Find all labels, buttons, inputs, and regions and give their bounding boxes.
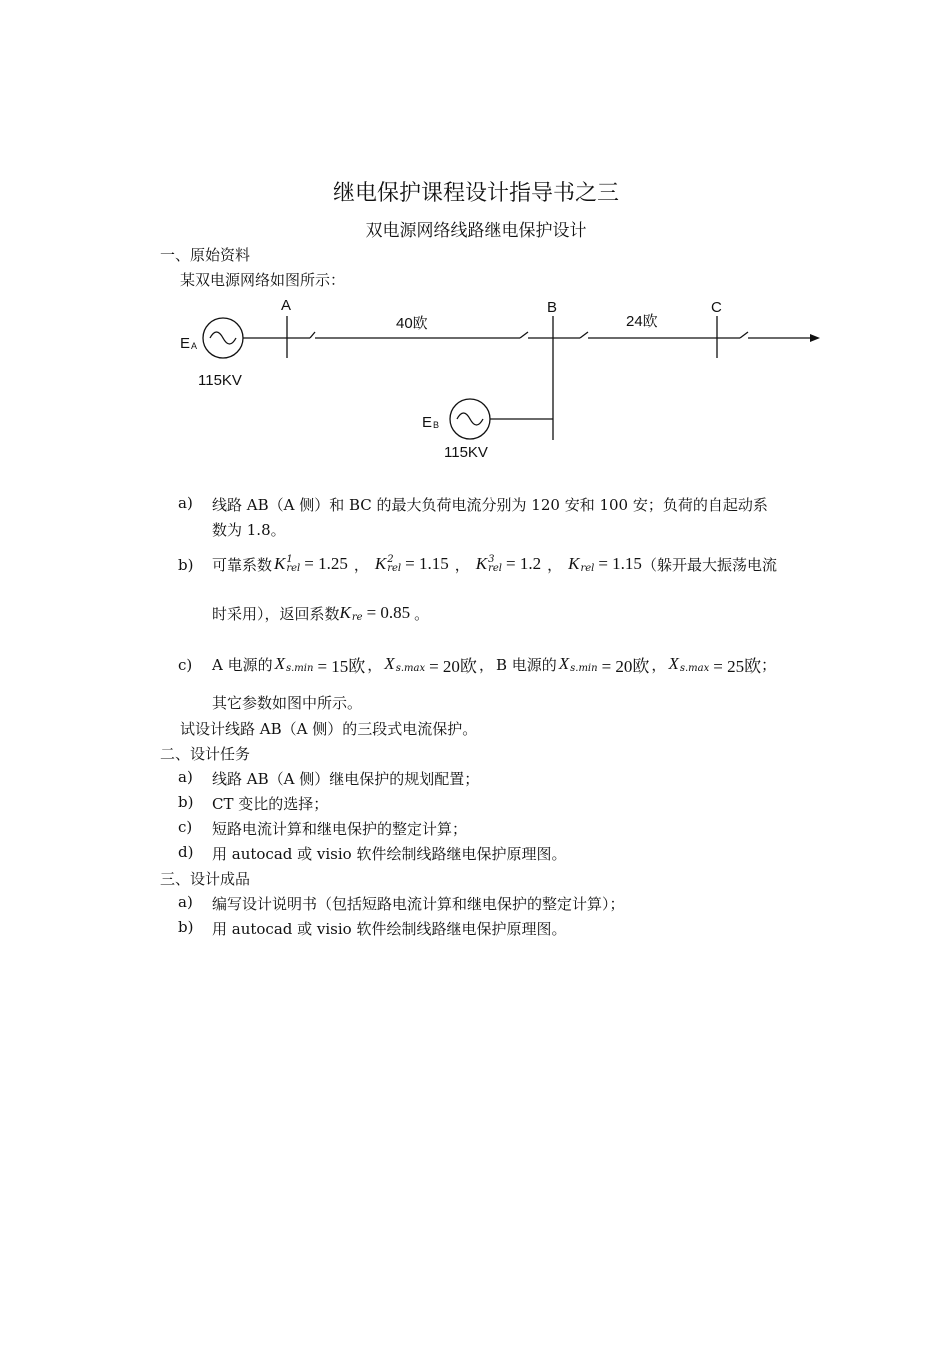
- source-b-wave: [457, 413, 483, 425]
- section3-heading: 三、设计成品: [160, 870, 251, 888]
- k-symbol: K: [274, 554, 286, 573]
- source-a-wave: [210, 332, 236, 344]
- s2-item-text: CT 变比的选择；: [212, 795, 329, 813]
- bus-c-label: C: [711, 299, 722, 316]
- xb-min-value: = 20欧: [601, 656, 650, 676]
- section1-intro: 某双电源网络如图所示：: [180, 271, 346, 289]
- item-a-line2: 数为 1.8。: [212, 521, 286, 539]
- item-a-line1: 线路 AB（A 侧）和 BC 的最大负荷电流分别为 120 安和 100 安；负荷的自起动系: [212, 496, 768, 514]
- source-b-subscript: B: [433, 420, 440, 430]
- k3-value: = 1.2: [505, 554, 542, 573]
- s3-item-marker: b): [178, 918, 194, 936]
- s2-item-text: 线路 AB（A 侧）继电保护的规划配置；: [212, 770, 480, 788]
- item-c-marker: c): [178, 656, 193, 674]
- s3-item-text: 编写设计说明书（包括短路电流计算和继电保护的整定计算）；: [212, 895, 625, 913]
- section1-heading: 一、原始资料: [160, 246, 251, 264]
- network-diagram: [170, 288, 840, 468]
- s3-item-text: 用 autocad 或 visio 软件绘制线路继电保护原理图。: [212, 920, 567, 938]
- xa-min-value: = 15欧: [317, 656, 366, 676]
- page-title: 继电保护课程设计指导书之三: [332, 181, 619, 206]
- source-b-letter: E: [422, 414, 433, 431]
- source-a-letter: E: [180, 335, 191, 352]
- item-b-line1: 可靠系数 K 1 rel = 1.25 ， K 2 rel = 1.15 ， K 3 rel = 1.2 ， K rel = 1.15 （躲开最大振荡电流: [212, 554, 777, 574]
- item-b-marker: b): [178, 556, 194, 574]
- kre-value: = 0.85: [366, 603, 411, 622]
- item-a-marker: a): [178, 494, 193, 512]
- line-ab-impedance: 40欧: [396, 315, 428, 332]
- s2-item-text: 用 autocad 或 visio 软件绘制线路继电保护原理图。: [212, 845, 567, 863]
- source-a-voltage: 115KV: [198, 372, 242, 389]
- section2-heading: 二、设计任务: [160, 745, 251, 763]
- item-c-line2: 其它参数如图中所示。: [212, 694, 363, 712]
- k4-value: = 1.15: [598, 554, 642, 573]
- k1-value: = 1.25: [304, 554, 348, 573]
- source-a-subscript: A: [191, 341, 198, 351]
- s2-item-marker: c): [178, 818, 193, 836]
- s2-item-marker: b): [178, 793, 194, 811]
- design-task: 试设计线路 AB（A 侧）的三段式电流保护。: [180, 720, 478, 738]
- s2-item-marker: d): [178, 843, 194, 861]
- item-c-line1: A 电源的 X s.min = 15欧 ， X s.max = 20欧 ， B 电源的 X s.min = 20欧 ， X s.max = 25欧 ；: [212, 650, 776, 678]
- line-bc-impedance: 24欧: [626, 313, 658, 330]
- item-b-suffix: （躲开最大振荡电流: [641, 555, 777, 574]
- reliability-label: 可靠系数: [212, 555, 273, 574]
- s2-item-text: 短路电流计算和继电保护的整定计算；: [212, 820, 468, 838]
- page-subtitle: 双电源网络线路继电保护设计: [365, 221, 587, 241]
- s2-item-marker: a): [178, 768, 193, 786]
- s3-item-marker: a): [178, 893, 193, 911]
- bus-a-label: A: [281, 297, 292, 314]
- source-b-voltage: 115KV: [444, 444, 488, 461]
- xb-max-value: = 25欧: [713, 656, 762, 676]
- k2-value: = 1.15: [405, 554, 449, 573]
- bus-b-label: B: [547, 299, 558, 316]
- xa-max-value: = 20欧: [429, 656, 477, 676]
- item-b-line2: 时采用），返回系数 K re = 0.85 。: [212, 603, 430, 623]
